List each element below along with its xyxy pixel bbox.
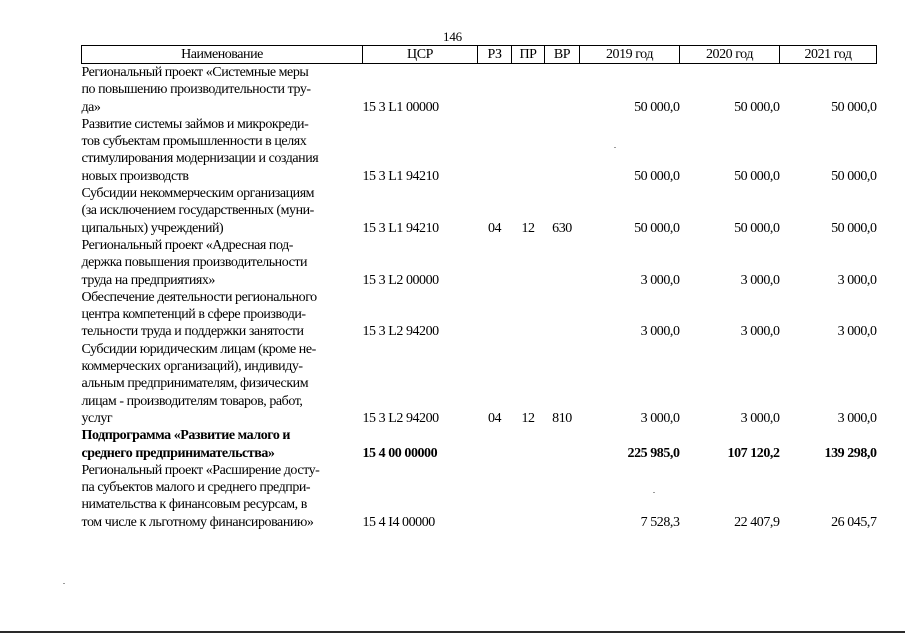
row-pr-cell — [512, 427, 545, 462]
header-2019: 2019 год — [580, 46, 680, 64]
row-csr-cell: 15 3 L1 00000 — [362, 99, 439, 115]
row-vr-cell — [545, 64, 580, 116]
row-csr-cell: 15 3 L2 94200 — [362, 324, 439, 340]
row-pr-cell — [512, 237, 545, 289]
row-y2019-cell: 3 000,0 — [640, 410, 680, 426]
scan-speck — [63, 583, 65, 584]
row-name-cell — [82, 237, 363, 289]
row-name-line: лицам - производителям товаров, работ, — [81, 393, 303, 409]
budget-table-container — [81, 45, 876, 531]
row-name-line: да» — [81, 99, 101, 115]
row-name-line: Субсидии юридическим лицам (кроме не- — [81, 341, 316, 357]
row-name-cell — [82, 427, 363, 462]
row-vr-cell — [545, 427, 580, 462]
row-vr-cell: 810 — [552, 410, 572, 426]
row-y2019-cell: 50 000,0 — [634, 168, 680, 184]
row-pr-cell: 12 — [521, 220, 535, 236]
row-y2020-cell: 22 407,9 — [734, 514, 780, 530]
row-name-line: новых производств — [81, 168, 189, 184]
row-name-line: альным предпринимателям, физическим — [81, 376, 309, 392]
row-y2020-cell: 50 000,0 — [734, 99, 780, 115]
table-body — [82, 64, 877, 532]
row-name-line: том числе к льготному финансированию» — [81, 514, 314, 530]
header-2020: 2020 год — [680, 46, 780, 64]
row-vr-cell — [545, 462, 580, 531]
row-name-cell — [82, 289, 363, 341]
table-row — [82, 289, 877, 341]
row-pr-cell — [512, 462, 545, 531]
row-pr-cell — [512, 116, 545, 185]
table-row — [82, 427, 877, 462]
row-name-line: центра компетенций в сфере производи- — [81, 307, 306, 323]
row-y2021-cell: 50 000,0 — [831, 99, 877, 115]
row-rz-cell: 04 — [487, 410, 502, 426]
row-name-line: стимулирования модернизации и создания — [81, 151, 319, 167]
row-name-line: тельности труда и поддержки занятости — [81, 324, 304, 340]
row-y2019-cell: 3 000,0 — [640, 324, 680, 340]
table-row — [82, 116, 877, 185]
table-row — [82, 185, 877, 237]
row-name-line: Обеспечение деятельности регионального — [81, 289, 317, 305]
row-y2019-cell: 7 528,3 — [640, 514, 680, 530]
row-name-line: тов субъектам промышленности в целях — [81, 134, 307, 150]
row-rz-cell: 04 — [487, 220, 502, 236]
row-rz-cell — [478, 237, 512, 289]
row-name-line: нимательства к финансовым ресурсам, в — [81, 497, 307, 513]
row-y2019-cell: 50 000,0 — [634, 99, 680, 115]
row-rz-cell — [478, 289, 512, 341]
row-name-line: Региональный проект «Системные меры — [81, 65, 309, 80]
row-name-line: Развитие системы займов и микрокреди- — [81, 116, 309, 132]
row-y2019-cell: 3 000,0 — [640, 272, 680, 288]
row-rz-cell — [478, 116, 512, 185]
row-y2021-cell: 50 000,0 — [831, 220, 877, 236]
row-name-line: по повышению производительности тру- — [81, 82, 311, 98]
page-number: 146 — [443, 29, 462, 44]
row-name-cell — [82, 341, 363, 427]
row-name-line: ципальных) учреждений) — [81, 220, 224, 236]
header-vr: ВР — [545, 46, 580, 64]
row-vr-cell — [545, 116, 580, 185]
table-header-row — [82, 46, 877, 64]
row-y2020-cell: 3 000,0 — [740, 410, 780, 426]
row-y2021-cell: 3 000,0 — [837, 410, 877, 426]
row-name-cell — [82, 116, 363, 185]
row-pr-cell — [512, 289, 545, 341]
row-name-cell — [82, 462, 363, 531]
table-row — [82, 237, 877, 289]
row-name-cell — [82, 185, 363, 237]
row-pr-cell — [512, 64, 545, 116]
row-name-line: коммерческих организаций), индивиду- — [81, 359, 303, 375]
row-name-cell — [82, 64, 363, 116]
scan-speck — [653, 492, 655, 493]
row-y2021-cell: 3 000,0 — [837, 324, 877, 340]
header-name: Наименование — [82, 46, 363, 64]
row-name-line: услуг — [81, 410, 113, 426]
row-y2020-cell: 50 000,0 — [734, 220, 780, 236]
row-y2021-cell: 139 298,0 — [824, 445, 877, 461]
header-csr: ЦСР — [363, 46, 478, 64]
row-pr-cell: 12 — [521, 410, 535, 426]
row-vr-cell — [545, 289, 580, 341]
row-rz-cell — [478, 427, 512, 462]
row-rz-cell — [478, 64, 512, 116]
row-y2021-cell: 26 045,7 — [831, 514, 877, 530]
table-row — [82, 341, 877, 427]
scan-speck — [614, 147, 616, 148]
row-name-line: Региональный проект «Расширение досту- — [81, 462, 320, 478]
row-name-line: (за исключением государственных (муни- — [81, 203, 314, 219]
row-y2021-cell: 3 000,0 — [837, 272, 877, 288]
row-y2021-cell: 50 000,0 — [831, 168, 877, 184]
row-name-line: труда на предприятиях» — [81, 272, 215, 288]
row-y2019-cell: 50 000,0 — [634, 220, 680, 236]
row-y2020-cell: 50 000,0 — [734, 168, 780, 184]
row-csr-cell: 15 4 I4 00000 — [362, 514, 435, 530]
row-vr-cell: 630 — [552, 220, 572, 236]
row-y2020-cell: 3 000,0 — [740, 324, 780, 340]
row-csr-cell: 15 3 L2 94200 — [362, 410, 439, 426]
row-vr-cell — [545, 237, 580, 289]
header-pr: ПР — [512, 46, 545, 64]
row-name-line: Субсидии некоммерческим организациям — [81, 186, 315, 202]
header-rz: РЗ — [478, 46, 512, 64]
table-row — [82, 462, 877, 531]
row-y2019-cell: 225 985,0 — [627, 445, 680, 461]
row-csr-cell: 15 3 L1 94210 — [362, 168, 439, 184]
row-name-line: Подпрограмма «Развитие малого и — [81, 428, 291, 444]
row-csr-cell: 15 4 00 00000 — [362, 445, 438, 461]
row-name-line: держка повышения производительности — [81, 255, 308, 271]
table-row — [82, 64, 877, 116]
row-rz-cell — [478, 462, 512, 531]
row-y2020-cell: 3 000,0 — [740, 272, 780, 288]
header-2021: 2021 год — [780, 46, 877, 64]
row-csr-cell: 15 3 L1 94210 — [362, 220, 439, 236]
row-name-line: среднего предпринимательства» — [81, 445, 275, 461]
row-name-line: Региональный проект «Адресная под- — [81, 237, 293, 253]
row-y2020-cell: 107 120,2 — [727, 445, 780, 461]
row-csr-cell: 15 3 L2 00000 — [362, 272, 439, 288]
scan-edge-line — [0, 631, 905, 633]
row-name-line: па субъектов малого и среднего предпри- — [81, 480, 311, 496]
budget-table — [81, 45, 877, 531]
